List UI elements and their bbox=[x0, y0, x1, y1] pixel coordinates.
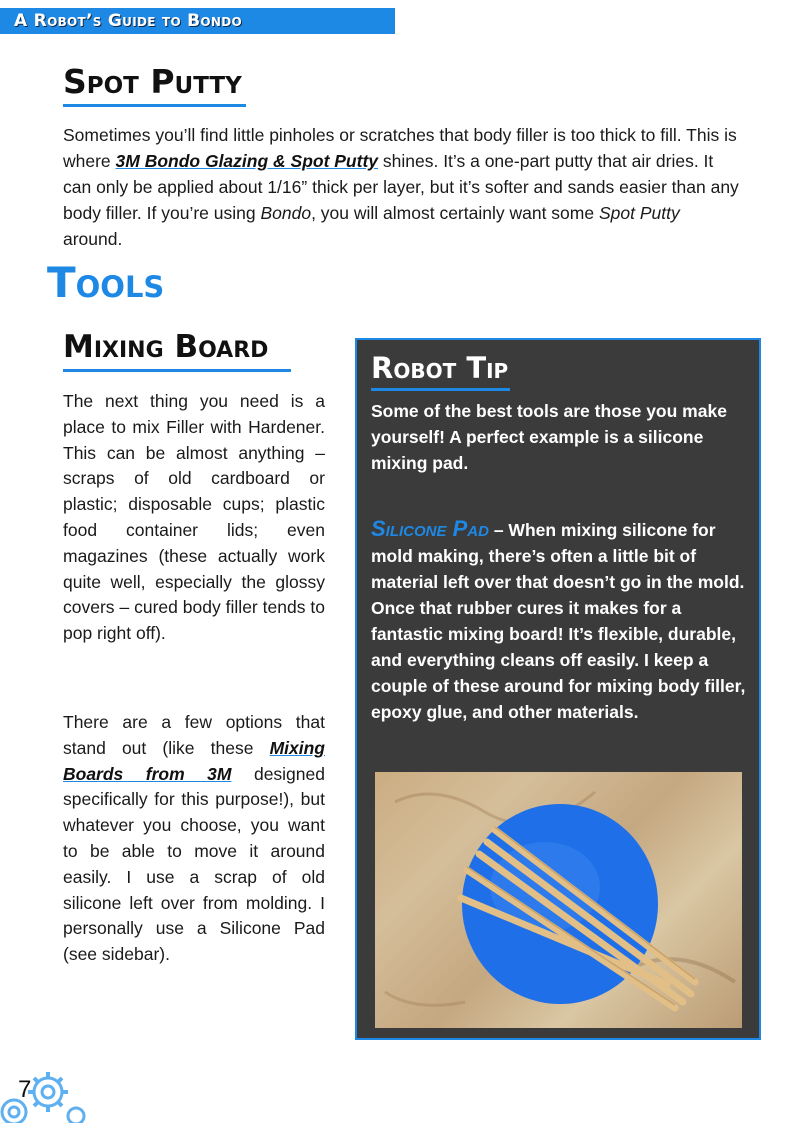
robot-tip-sidebar bbox=[355, 338, 761, 1040]
page-number: 7 bbox=[18, 1076, 32, 1103]
mixing-boards-3m-link[interactable]: Mixing Boards from 3M bbox=[63, 737, 325, 784]
robot-tip-intro: Some of the best tools are those you make yourself! A perfect example is a silicone mixing pad. bbox=[371, 401, 727, 473]
tools-heading: Tools bbox=[47, 258, 165, 307]
silicone-pad-illustration bbox=[375, 772, 742, 1028]
silicone-pad-term: Silicone Pad bbox=[371, 516, 489, 541]
mixing-board-heading: Mixing Board bbox=[63, 329, 269, 365]
mixing-board-underline bbox=[63, 369, 291, 372]
mixing-board-paragraph-2: There are a few options that stand out (like these Mixing Boards from 3M designed specifically for this purpose!), but whatever you choose, you want to be able to move it around easily. I use a scrap of old silicone left over from molding. I personally use a Silicone Pad (see sidebar). bbox=[63, 712, 325, 965]
spot-putty-underline bbox=[63, 104, 246, 107]
running-header: A Robot’s Guide to Bondo bbox=[14, 11, 243, 31]
bondo-glazing-link[interactable]: 3M Bondo Glazing & Spot Putty bbox=[115, 151, 379, 171]
silicone-pad-paragraph: Silicone Pad – When mixing silicone for mold making, there’s often a little bit of material left over that doesn’t go in the mold. Once that rubber cures it makes for a fantastic mixing board! It’s flexible, durable, and everything cleans off easily. I keep a couple of these around for mixing body filler, epoxy glue, and other materials. bbox=[371, 516, 746, 722]
robot-tip-heading: Robot Tip bbox=[371, 351, 509, 385]
spot-putty-heading: Spot Putty bbox=[63, 62, 242, 101]
spot-putty-paragraph: Sometimes you’ll find little pinholes or scratches that body filler is too thick to fill. This is where 3M Bondo Glazing & Spot Putty shines. It’s a one-part putty that air dries. It can only be applied about 1/16” thick per layer, but it’s softer and sands easier than any body filler. If you’re using Bondo, you will almost certainly want some Spot Putty around. bbox=[63, 125, 739, 249]
silicone-pad-photo bbox=[375, 772, 742, 1028]
gears-icon bbox=[0, 1060, 100, 1123]
robot-tip-underline bbox=[371, 388, 510, 391]
mixing-board-paragraph-1: The next thing you need is a place to mix Filler with Hardener. This can be almost anything – scraps of old cardboard or plastic; disposable cups; plastic food container lids; even magazines (these actually work quite well, especially the glossy covers – cured body filler tends to pop right off). bbox=[63, 391, 325, 644]
